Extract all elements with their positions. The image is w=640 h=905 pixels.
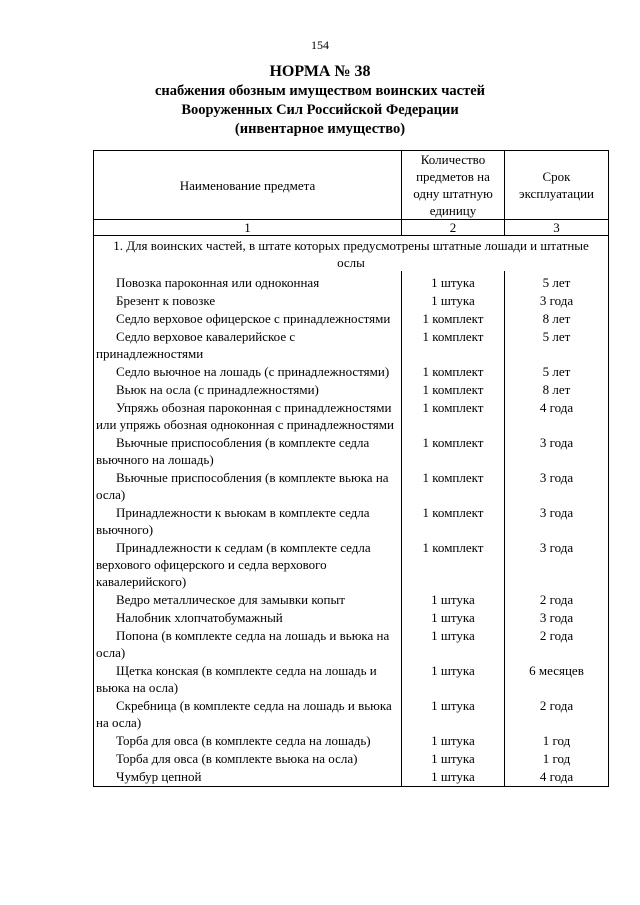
item-term-cell: 5 лет xyxy=(505,271,609,292)
item-term-cell: 2 года xyxy=(505,627,609,662)
item-quantity-cell: 1 штука xyxy=(402,768,505,787)
header-quantity: Количество предметов на одну штатную единицу xyxy=(402,151,505,220)
item-name-cell: Торба для овса (в комплекте седла на лошадь) xyxy=(94,732,402,750)
item-name-cell: Седло вьючное на лошадь (с принадлежностями) xyxy=(94,363,402,381)
item-term-cell: 4 года xyxy=(505,399,609,434)
header-name: Наименование предмета xyxy=(94,151,402,220)
item-name-cell: Щетка конская (в комплекте седла на лошадь и вьюка на осла) xyxy=(94,662,402,697)
table-row xyxy=(94,504,609,539)
table-row xyxy=(94,609,609,627)
item-quantity-cell: 1 штука xyxy=(402,697,505,732)
table-row xyxy=(94,750,609,768)
page-number: 154 xyxy=(311,38,329,52)
table-row xyxy=(94,469,609,504)
item-name-cell: Вьюк на осла (с принадлежностями) xyxy=(94,381,402,399)
column-number-2: 2 xyxy=(402,220,505,236)
item-quantity-cell: 1 штука xyxy=(402,662,505,697)
table-row xyxy=(94,399,609,434)
table-row xyxy=(94,292,609,310)
item-name-cell: Скребница (в комплекте седла на лошадь и вьюка на осла) xyxy=(94,697,402,732)
item-quantity-cell: 1 комплект xyxy=(402,434,505,469)
table-row xyxy=(94,434,609,469)
item-name-cell: Налобник хлопчатобумажный xyxy=(94,609,402,627)
item-term-cell: 1 год xyxy=(505,732,609,750)
item-name-cell: Торба для овса (в комплекте вьюка на осла) xyxy=(94,750,402,768)
title-line-4: (инвентарное имущество) xyxy=(234,121,406,137)
item-term-cell: 8 лет xyxy=(505,381,609,399)
item-quantity-cell: 1 комплект xyxy=(402,363,505,381)
item-term-cell: 2 года xyxy=(505,697,609,732)
title-line-3: Вооруженных Сил Российской Федерации xyxy=(181,102,459,118)
table-row xyxy=(94,662,609,697)
item-term-cell: 3 года xyxy=(505,292,609,310)
item-quantity-cell: 1 комплект xyxy=(402,399,505,434)
item-quantity-cell: 1 штука xyxy=(402,609,505,627)
table-row xyxy=(94,363,609,381)
item-name-cell: Чумбур цепной xyxy=(94,768,402,787)
item-name-cell: Упряжь обозная пароконная с принадлежностями или упряжь обозная одноконная с принадлежностями xyxy=(94,399,402,434)
item-term-cell: 3 года xyxy=(505,434,609,469)
table-row xyxy=(94,627,609,662)
item-name-cell: Седло верховое кавалерийское с принадлежностями xyxy=(94,328,402,363)
title-line-2: снабжения обозным имуществом воинских частей xyxy=(154,83,486,99)
document-title xyxy=(0,62,640,139)
item-quantity-cell: 1 штука xyxy=(402,292,505,310)
header-term: Срок эксплуатации xyxy=(505,151,609,220)
item-name-cell: Ведро металлическое для замывки копыт xyxy=(94,591,402,609)
table-row xyxy=(94,732,609,750)
table-row xyxy=(94,697,609,732)
item-term-cell: 4 года xyxy=(505,768,609,787)
table-row xyxy=(94,271,609,292)
table-row xyxy=(94,768,609,787)
item-name-cell: Принадлежности к седлам (в комплекте седла верхового офицерского и седла верхового кавалерийского) xyxy=(94,539,402,591)
item-name-cell: Вьючные приспособления (в комплекте седла вьючного на лошадь) xyxy=(94,434,402,469)
item-quantity-cell: 1 штука xyxy=(402,271,505,292)
item-quantity-cell: 1 штука xyxy=(402,627,505,662)
item-term-cell: 6 месяцев xyxy=(505,662,609,697)
item-quantity-cell: 1 комплект xyxy=(402,310,505,328)
item-name-cell: Седло верховое офицерское с принадлежностями xyxy=(94,310,402,328)
item-name-cell: Вьючные приспособления (в комплекте вьюка на осла) xyxy=(94,469,402,504)
item-term-cell: 3 года xyxy=(505,539,609,591)
column-number-3: 3 xyxy=(505,220,609,236)
item-name-cell: Попона (в комплекте седла на лошадь и вьюка на осла) xyxy=(94,627,402,662)
item-quantity-cell: 1 штука xyxy=(402,750,505,768)
item-name-cell: Принадлежности к вьюкам в комплекте седла вьючного) xyxy=(94,504,402,539)
item-quantity-cell: 1 комплект xyxy=(402,539,505,591)
table-row xyxy=(94,381,609,399)
item-name-cell: Повозка пароконная или одноконная xyxy=(94,271,402,292)
item-term-cell: 3 года xyxy=(505,609,609,627)
item-quantity-cell: 1 штука xyxy=(402,732,505,750)
item-quantity-cell: 1 комплект xyxy=(402,328,505,363)
table-row xyxy=(94,328,609,363)
item-term-cell: 3 года xyxy=(505,469,609,504)
item-term-cell: 5 лет xyxy=(505,328,609,363)
table-row xyxy=(94,591,609,609)
item-quantity-cell: 1 комплект xyxy=(402,504,505,539)
item-quantity-cell: 1 комплект xyxy=(402,469,505,504)
item-quantity-cell: 1 штука xyxy=(402,591,505,609)
table-row xyxy=(94,539,609,591)
title-line-1: НОРМА № 38 xyxy=(269,63,371,80)
item-term-cell: 3 года xyxy=(505,504,609,539)
table-row xyxy=(94,310,609,328)
item-term-cell: 5 лет xyxy=(505,363,609,381)
item-quantity-cell: 1 комплект xyxy=(402,381,505,399)
section-heading: 1. Для воинских частей, в штате которых предусмотрены штатные лошади и штатные ослы xyxy=(94,236,609,272)
norm-table xyxy=(93,150,609,787)
item-term-cell: 1 год xyxy=(505,750,609,768)
column-number-1: 1 xyxy=(94,220,402,236)
item-term-cell: 2 года xyxy=(505,591,609,609)
item-name-cell: Брезент к повозке xyxy=(94,292,402,310)
item-term-cell: 8 лет xyxy=(505,310,609,328)
